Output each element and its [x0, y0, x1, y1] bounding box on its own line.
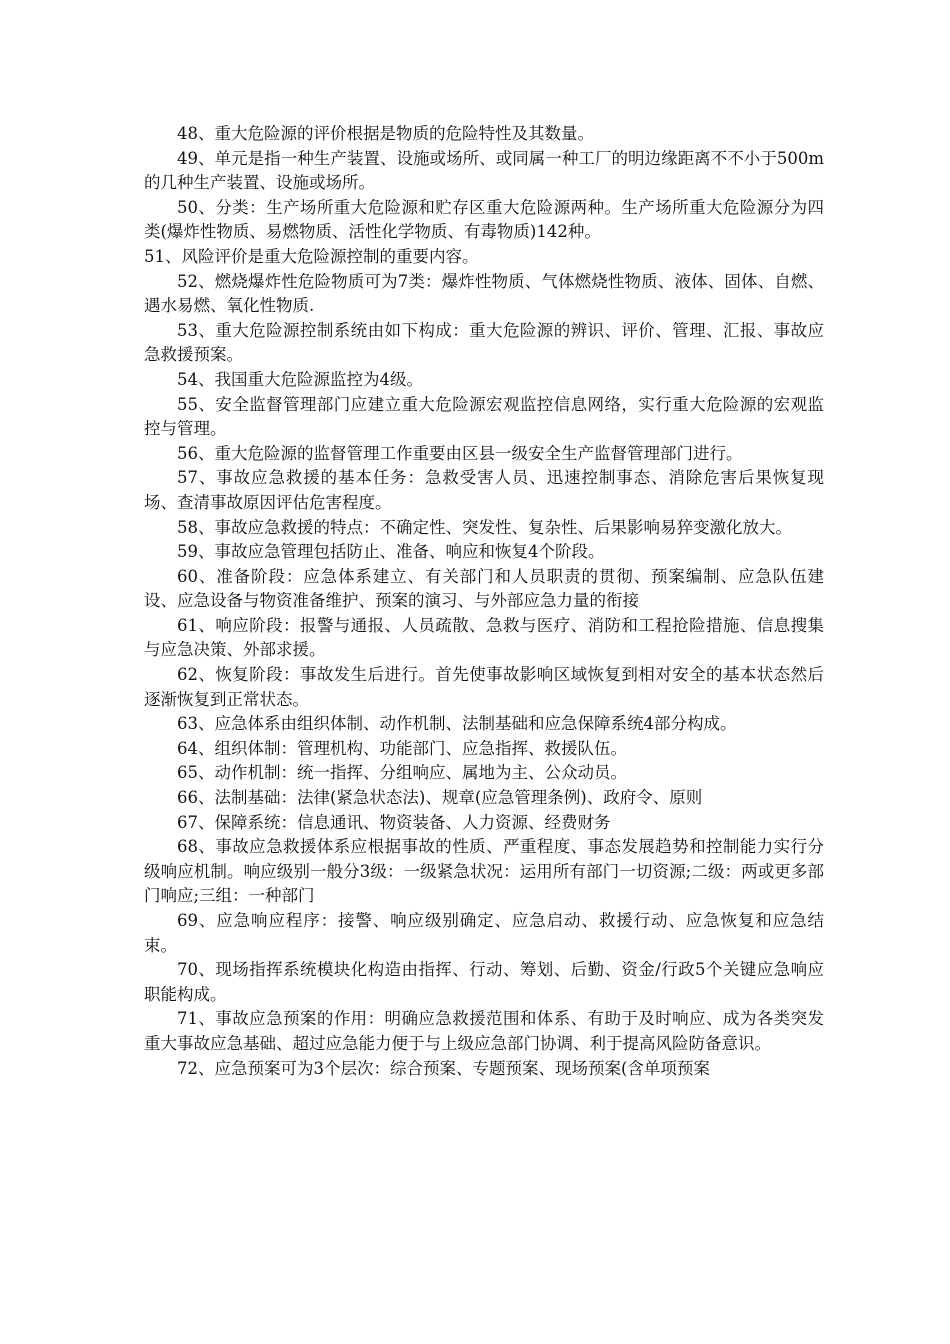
paragraph-50: 50、分类：生产场所重大危险源和贮存区重大危险源两种。生产场所重大危险源分为四类(爆炸性物质、易燃物质、活性化学物质、有毒物质)142种。: [144, 197, 824, 242]
paragraph-57: 57、事故应急救援的基本任务：急救受害人员、迅速控制事态、消除危害后果恢复现场、查清事故原因评估危害程度。: [144, 468, 824, 512]
paragraph-66: 66、法制基础：法律(紧急状态法)、规章(应急管理条例)、政府令、原则: [177, 788, 703, 808]
paragraph-48: 48、重大危险源的评价根据是物质的危险特性及其数量。: [177, 124, 594, 143]
paragraph-69: 69、应急响应程序：接警、响应级别确定、应急启动、救援行动、应急恢复和应急结束。: [144, 911, 824, 955]
paragraph-53: 53、重大危险源控制系统由如下构成：重大危险源的辨识、评价、管理、汇报、事故应急救援预案。: [144, 320, 824, 365]
paragraph-51: 51、风险评价是重大危险源控制的重要内容。: [144, 246, 479, 266]
paragraph-56: 56、重大危险源的监督管理工作重要由区县一级安全生产监督管理部门进行。: [177, 443, 743, 463]
paragraph-59: 59、事故应急管理包括防止、准备、响应和恢复4个阶段。: [177, 542, 605, 562]
paragraph-64: 64、组织体制：管理机构、功能部门、应急指挥、救援队伍。: [177, 738, 627, 758]
paragraph-68: 68、事故应急救援体系应根据事故的性质、严重程度、事态发展趋势和控制能力实行分级响应机制。响应级别一般分3级：一级紧急状况：运用所有部门一切资源;二级：两或更多部门响应;三组：一种部门: [144, 837, 824, 906]
paragraph-67: 67、保障系统：信息通讯、物资装备、人力资源、经费财务: [177, 812, 611, 832]
paragraph-65: 65、动作机制：统一指挥、分组响应、属地为主、公众动员。: [177, 763, 627, 783]
paragraph-58: 58、事故应急救援的特点：不确定性、突发性、复杂性、后果影响易猝变激化放大。: [177, 517, 792, 537]
paragraph-70: 70、现场指挥系统模块化构造由指挥、行动、筹划、后勤、资金/行政5个关键应急响应职能构成。: [144, 960, 824, 1004]
paragraph-52: 52、燃烧爆炸性危险物质可为7类：爆炸性物质、气体燃烧性物质、液体、固体、自燃、遇水易燃、氧化性物质.: [144, 271, 824, 316]
paragraph-60: 60、准备阶段：应急体系建立、有关部门和人员职责的贯彻、预案编制、应急队伍建设、应急设备与物资准备维护、预案的演习、与外部应急力量的衔接: [144, 566, 824, 611]
paragraph-71: 71、事故应急预案的作用：明确应急救援范围和体系、有助于及时响应、成为各类突发重大事故应急基础、超过应急能力便于与上级应急部门协调、利于提高风险防备意识。: [144, 1009, 824, 1053]
paragraph-63: 63、应急体系由组织体制、动作机制、法制基础和应急保障系统4部分构成。: [177, 714, 737, 734]
paragraph-61: 61、响应阶段：报警与通报、人员疏散、急救与医疗、消防和工程抢险措施、信息搜集与应急决策、外部求援。: [144, 615, 824, 660]
paragraph-72: 72、应急预案可为3个层次：综合预案、专题预案、现场预案(含单项预案: [177, 1058, 710, 1078]
paragraph-54: 54、我国重大危险源监控为4级。: [177, 369, 423, 389]
paragraph-49: 49、单元是指一种生产装置、设施或场所、或同属一种工厂的明边缘距离不不小于500m的几种生产装置、设施或场所。: [144, 148, 824, 193]
document-body: [144, 122, 824, 1081]
paragraph-62: 62、恢复阶段：事故发生后进行。首先使事故影响区域恢复到相对安全的基本状态然后逐渐恢复到正常状态。: [144, 665, 824, 709]
paragraph-55: 55、安全监督管理部门应建立重大危险源宏观监控信息网络，实行重大危险源的宏观监控与管理。: [144, 394, 824, 439]
